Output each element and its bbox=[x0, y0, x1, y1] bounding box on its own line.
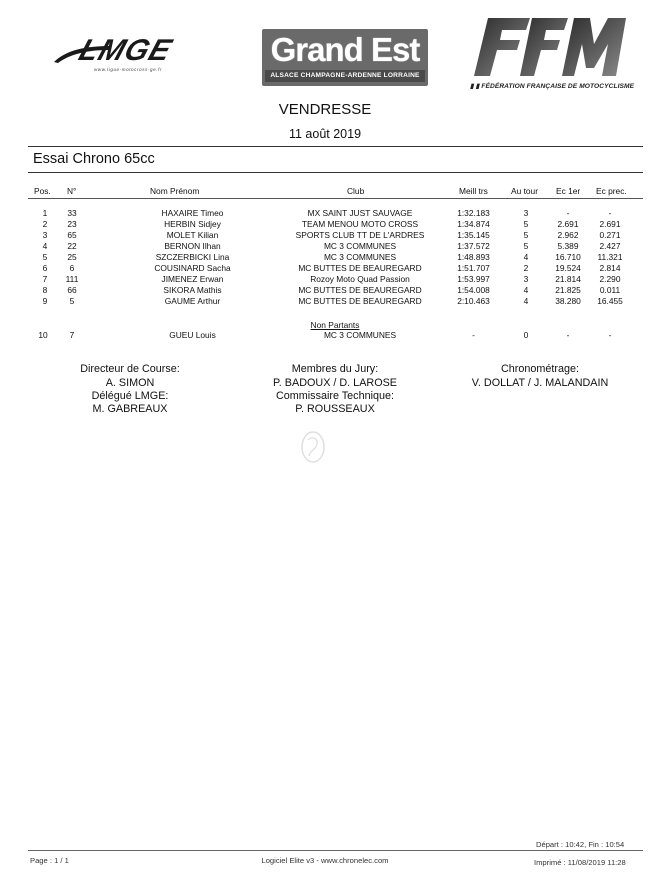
cell-name: HAXAIRE Timeo bbox=[161, 208, 224, 218]
cell-best-lap: 1:51.707 bbox=[457, 263, 490, 273]
software-credit: Logiciel Elite v3 - www.chronelec.com bbox=[261, 856, 389, 865]
cell-num: 22 bbox=[67, 241, 77, 251]
cell-gap-prev: - bbox=[608, 330, 612, 340]
cell-club: MC 3 COMMUNES bbox=[323, 252, 397, 262]
start-end-time: Départ : 10:42, Fin : 10:54 bbox=[536, 840, 625, 849]
jury-label: Membres du Jury: bbox=[291, 363, 379, 375]
cell-gap-prev: 0.271 bbox=[599, 230, 621, 240]
cell-laps: 4 bbox=[523, 285, 529, 295]
table-row bbox=[0, 208, 650, 219]
cell-pos: 4 bbox=[42, 241, 48, 251]
cell-gap-prev: 2.290 bbox=[599, 274, 621, 284]
cell-gap-first: 21.814 bbox=[555, 274, 581, 284]
cell-laps: 5 bbox=[523, 230, 529, 240]
ffm-logo bbox=[470, 14, 635, 98]
cell-best-lap: 1:37.572 bbox=[457, 241, 490, 251]
grand-est-logo bbox=[262, 29, 428, 86]
timing-label: Chronométrage: bbox=[500, 363, 580, 375]
cell-gap-prev: 2.814 bbox=[599, 263, 621, 273]
cell-gap-first: 5.389 bbox=[557, 241, 579, 251]
cell-laps: 5 bbox=[523, 241, 529, 251]
divider bbox=[28, 198, 643, 199]
col-best-lap: Meill trs bbox=[459, 186, 488, 196]
lmge-wordmark: LMGE bbox=[74, 34, 177, 67]
cell-laps: 0 bbox=[523, 330, 529, 340]
cell-gap-first: 21.825 bbox=[555, 285, 581, 295]
table-row bbox=[0, 274, 650, 285]
cell-club: TEAM MENOU MOTO CROSS bbox=[301, 219, 419, 229]
cell-laps: 3 bbox=[523, 208, 529, 218]
event-name: VENDRESSE bbox=[278, 101, 372, 118]
cell-gap-first: 2.962 bbox=[557, 230, 579, 240]
col-gap-prev: Ec prec. bbox=[596, 186, 627, 196]
cell-best-lap: 1:35.145 bbox=[457, 230, 490, 240]
cell-num: 7 bbox=[69, 330, 75, 340]
table-row-non-starter bbox=[0, 330, 650, 341]
cell-name: GUEU Louis bbox=[169, 330, 216, 340]
cell-gap-prev: 16.455 bbox=[597, 296, 623, 306]
cell-club: MC 3 COMMUNES bbox=[323, 241, 397, 251]
table-row bbox=[0, 230, 650, 241]
cell-pos: 5 bbox=[42, 252, 48, 262]
ffm-letters-icon bbox=[470, 14, 630, 80]
cell-gap-first: 16.710 bbox=[555, 252, 581, 262]
col-name: Nom Prénom bbox=[150, 186, 200, 196]
cell-num: 25 bbox=[67, 252, 77, 262]
cell-gap-first: - bbox=[566, 208, 570, 218]
cell-pos: 10 bbox=[38, 330, 48, 340]
cell-num: 65 bbox=[67, 230, 77, 240]
technical-commissioner-name: P. ROUSSEAUX bbox=[295, 403, 375, 415]
cell-name: COUSINARD Sacha bbox=[154, 263, 231, 273]
cell-club: MC BUTTES DE BEAUREGARD bbox=[298, 285, 422, 295]
table-row bbox=[0, 296, 650, 307]
cell-best-lap: 1:53.997 bbox=[457, 274, 490, 284]
cell-club: SPORTS CLUB TT DE L'ARDRES bbox=[295, 230, 425, 240]
cell-gap-prev: 2.691 bbox=[599, 219, 621, 229]
cell-best-lap: - bbox=[472, 330, 475, 340]
cell-pos: 7 bbox=[42, 274, 48, 284]
cell-name: SZCZERBICKI Lina bbox=[155, 252, 230, 262]
cell-gap-first: - bbox=[566, 330, 570, 340]
cell-name: SIKORA Mathis bbox=[163, 285, 222, 295]
cell-gap-prev: - bbox=[608, 208, 612, 218]
cell-best-lap: 1:48.893 bbox=[457, 252, 490, 262]
cell-club: Rozoy Moto Quad Passion bbox=[310, 274, 410, 284]
col-club: Club bbox=[347, 186, 365, 196]
col-num: N° bbox=[67, 186, 77, 196]
timing-names: V. DOLLAT / J. MALANDAIN bbox=[471, 377, 609, 389]
grand-est-wordmark: Grand Est bbox=[270, 31, 420, 68]
cell-name: HERBIN Sidjey bbox=[164, 219, 221, 229]
cell-name: GAUME Arthur bbox=[164, 296, 221, 306]
cell-laps: 4 bbox=[523, 296, 529, 306]
session-title: Essai Chrono 65cc bbox=[33, 151, 155, 167]
event-date: 11 août 2019 bbox=[288, 127, 362, 141]
cell-pos: 6 bbox=[42, 263, 48, 273]
cell-num: 33 bbox=[67, 208, 77, 218]
cell-name: BERNON Ilhan bbox=[164, 241, 221, 251]
cell-laps: 4 bbox=[523, 252, 529, 262]
table-row bbox=[0, 241, 650, 252]
col-pos: Pos. bbox=[34, 186, 51, 196]
ffm-tagline: ▮ ▮ FÉDÉRATION FRANÇAISE DE MOTOCYCLISME bbox=[470, 83, 635, 90]
page-number: Page : 1 / 1 bbox=[30, 856, 69, 865]
cell-pos: 1 bbox=[42, 208, 48, 218]
cell-num: 6 bbox=[69, 263, 75, 273]
divider bbox=[28, 172, 643, 173]
race-director-label: Directeur de Course: bbox=[80, 363, 180, 375]
cell-gap-prev: 2.427 bbox=[599, 241, 621, 251]
table-row bbox=[0, 263, 650, 274]
cell-gap-first: 2.691 bbox=[557, 219, 579, 229]
cell-gap-first: 38.280 bbox=[555, 296, 581, 306]
delegate-label: Délégué LMGE: bbox=[91, 390, 169, 402]
col-laps: Au tour bbox=[511, 186, 539, 196]
jury-names: P. BADOUX / D. LAROSE bbox=[272, 377, 397, 389]
cell-num: 5 bbox=[69, 296, 75, 306]
cell-num: 23 bbox=[67, 219, 77, 229]
cell-gap-first: 19.524 bbox=[555, 263, 581, 273]
cell-club: MC 3 COMMUNES bbox=[323, 330, 397, 340]
cell-club: MC BUTTES DE BEAUREGARD bbox=[298, 263, 422, 273]
cell-laps: 2 bbox=[523, 263, 529, 273]
stamp-icon bbox=[300, 430, 326, 464]
cell-gap-prev: 0.011 bbox=[599, 285, 621, 295]
cell-laps: 3 bbox=[523, 274, 529, 284]
cell-pos: 3 bbox=[42, 230, 48, 240]
delegate-name: M. GABREAUX bbox=[92, 403, 168, 415]
cell-best-lap: 1:32.183 bbox=[457, 208, 490, 218]
table-row bbox=[0, 285, 650, 296]
lmge-logo bbox=[52, 30, 222, 76]
cell-best-lap: 2:10.463 bbox=[457, 296, 490, 306]
cell-pos: 9 bbox=[42, 296, 48, 306]
cell-best-lap: 1:34.874 bbox=[457, 219, 490, 229]
cell-laps: 5 bbox=[523, 219, 529, 229]
non-starters-title: Non Partants bbox=[310, 320, 360, 330]
cell-num: 66 bbox=[67, 285, 77, 295]
col-gap-first: Ec 1er bbox=[556, 186, 581, 196]
cell-best-lap: 1:54.008 bbox=[457, 285, 490, 295]
table-row bbox=[0, 252, 650, 263]
cell-name: JIMENEZ Erwan bbox=[161, 274, 224, 284]
printed-timestamp: Imprimé : 11/08/2019 11:28 bbox=[534, 858, 626, 867]
lmge-url: www.ligue-motocross-ge.fr bbox=[94, 67, 163, 72]
divider bbox=[28, 850, 643, 851]
cell-pos: 2 bbox=[42, 219, 48, 229]
divider bbox=[28, 146, 643, 147]
race-director-name: A. SIMON bbox=[105, 377, 155, 389]
cell-pos: 8 bbox=[42, 285, 48, 295]
grand-est-tagline: ALSACE CHAMPAGNE-ARDENNE LORRAINE bbox=[265, 70, 425, 82]
cell-name: MOLET Kilian bbox=[166, 230, 219, 240]
cell-num: 111 bbox=[65, 274, 79, 284]
cell-club: MC BUTTES DE BEAUREGARD bbox=[298, 296, 422, 306]
table-row bbox=[0, 219, 650, 230]
cell-gap-prev: 11.321 bbox=[597, 252, 623, 262]
cell-club: MX SAINT JUST SAUVAGE bbox=[307, 208, 413, 218]
technical-commissioner-label: Commissaire Technique: bbox=[275, 390, 395, 402]
